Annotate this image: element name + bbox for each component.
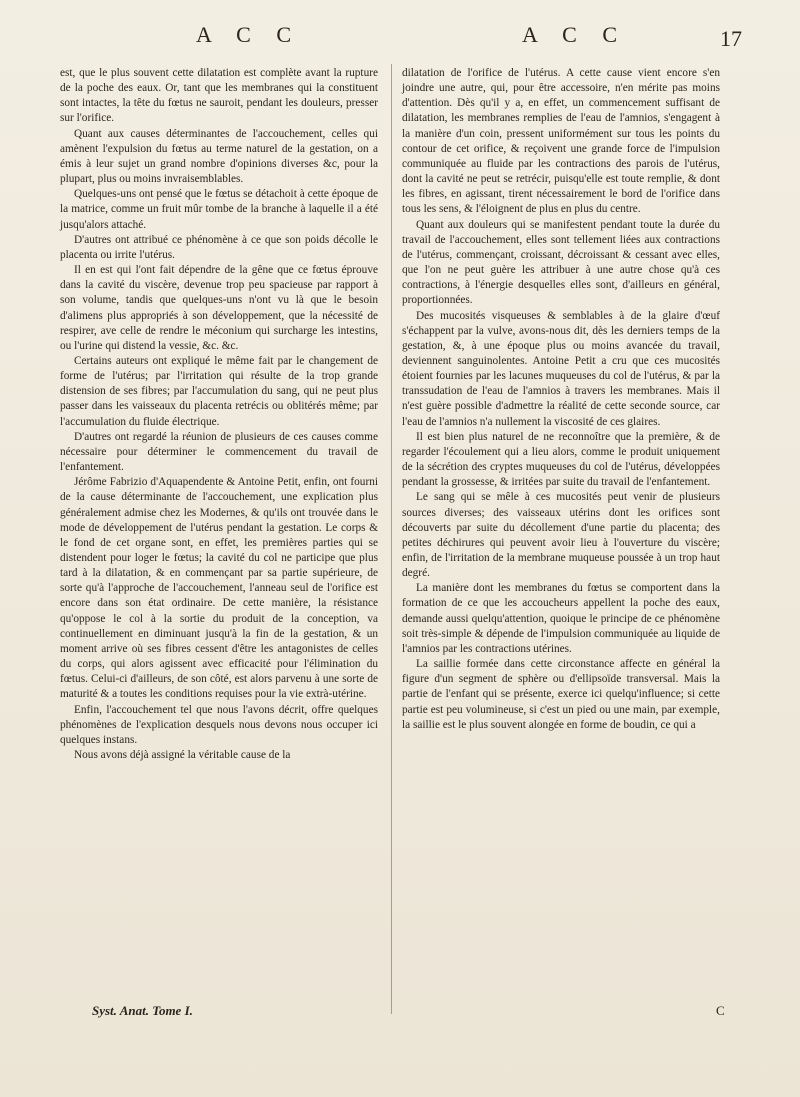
left-column: [60, 66, 378, 763]
paragraph: D'autres ont regardé la réunion de plusieurs de ces causes comme nécessaire pour déterminer le commencement du travail de l'enfantement.: [60, 430, 378, 474]
paragraph: D'autres ont attribué ce phénomène à ce que son poids décolle le placenta ou irrite l'utérus.: [60, 233, 378, 261]
header-right: A C C: [522, 22, 628, 47]
page-footer: [0, 1003, 800, 1027]
paragraph: Quelques-uns ont pensé que le fœtus se détachoit à cette époque de la matrice, comme un fruit mûr tombe de la branche à laquelle il a été jusqu'alors attaché.: [60, 188, 378, 231]
paragraph: dilatation de l'orifice de l'utérus. A cette cause vient encore s'en joindre une autre, qui, pour être accessoire, n'en mérite pas moins d'attention. Dès qu'il y a, en effet, un commencement suffisant de dilatation, les membranes remplies de l'eau de l'amnios, s'engagent à la manière d'un coin, pressent uniformément sur tous les points du contour de cet orifice, & reçoivent une grande force de l'impulsion communiquée au fluide par les contractions des parois de l'utérus, dont la cavité ne peut se retrécir, puisqu'elle est toute remplie, & dont les fibres, en agissant, tirent nécessairement le bord de l'orifice dans tous les sens, & l'éloignent de plus en plus du centre.: [402, 67, 720, 216]
paragraph: Enfin, l'accouchement tel que nous l'avons décrit, offre quelques phénomènes de l'explication desquels nous devons nous occuper ici quelques instans.: [60, 703, 378, 746]
paragraph: est, que le plus souvent cette dilatation est complète avant la rupture de la poche des eaux. Or, tant que les membranes qui la constituent sont intactes, la tête du fœtus ne sauroit, pendant les douleurs, presser sur l'orifice.: [60, 67, 378, 125]
paragraph: Des mucosités visqueuses & semblables à de la glaire d'œuf s'échappent par la vulve, avons-nous dit, dès les derniers temps de la gestation, &, à une époque plus ou moins avancée du travail, deviennent sanguinolentes. Antoine Petit a cru que ces mucosités étoient fournies par les lacunes muqueuses du col de l'utérus, & par la transsudation de l'eau de l'amnios à travers les membranes. Mais il n'est guère possible d'admettre la réalité de cette seconde source, car l'eau de l'amnios n'a nullement la viscosité de ces glaires.: [402, 309, 720, 428]
signature-mark: Syst. Anat. Tome I.: [92, 1003, 193, 1018]
page-number: 17: [720, 26, 742, 51]
paragraph: Quant aux douleurs qui se manifestent pendant toute la durée du travail de l'accouchement, elles sont tellement liées aux contractions de l'utérus, commençant, croissant, décroissant & cessant avec elles, que l'on ne peut guère les attribuer à une autre chose qu'à ces contractions, à l'énergie desquelles elles sont, d'ailleurs en général, proportionnées.: [402, 218, 720, 307]
right-column: [402, 66, 720, 733]
column-divider: [391, 64, 392, 1014]
header-left: A C C: [196, 22, 302, 47]
running-header: [0, 22, 800, 62]
gathering-letter: C: [716, 1003, 725, 1018]
paragraph: Il est bien plus naturel de ne reconnoître que la première, & de regarder l'écoulement qui a lieu alors, comme le produit uniquement de la sécrétion des cryptes muqueuses du col de l'utérus, développées pendant la grossesse, & irritées par suite du travail de l'enfantement.: [402, 430, 720, 489]
paragraph: Il en est qui l'ont fait dépendre de la gêne que ce fœtus éprouve dans la cavité du viscère, devenue trop peu spacieuse par rapport à son volume, tandis que quelques-uns n'ont vu là que le besoin d'alimens plus appropriés à son développement, que la nécessité de respirer, ave celle de rendre le méconium qui surcharge les intestins, ou l'urine qui distend la vessie, &c. &c.: [60, 264, 378, 352]
paragraph: Jérôme Fabrizio d'Aquapendente & Antoine Petit, enfin, ont fourni de la cause déterminante de l'accouchement, une explication plus généralement admise chez les Modernes, & qu'ils ont trouvée dans le mode de développement de l'utérus pendant la gestation. Le corps & le fond de cet organe sont, en effet, les premières parties qui se distendent pour loger le fœtus; la cavité du col ne participe que plus tard à la dilatation, & en commençant par sa partie supérieure, de sorte qu'à l'approche de l'accouchement, l'anneau seul de l'orifice est encore dans son état ordinaire. De cette manière, la résistance qu'oppose le col à la sortie du produit de la conception, va continuellement en diminuant jusqu'à la fin de la gestation, & un moment arrive où ses fibres cessent d'être les antagonistes de celles du corps, qui alors agissent avec efficacité pour l'élimination du fœtus. Celui-ci d'ailleurs, de son côté, est alors parvenu à une sorte de maturité & a toutes les conditions requises pour la vie extrà-utérine.: [60, 476, 378, 701]
paragraph: Nous avons déjà assigné la véritable cause de la: [74, 749, 291, 762]
paragraph: Le sang qui se mêle à ces mucosités peut venir de plusieurs sources diverses; des vaisseaux utérins dont les orifices sont découverts par suite du décollement d'une partie du placenta; des petites déchirures qui peuvent avoir lieu à l'ouverture du viscère; enfin, de l'irritation de la membrane muqueuse poussée à un trop haut degré.: [402, 491, 720, 580]
paragraph: La saillie formée dans cette circonstance affecte en général la figure d'un segment de sphère ou d'ellipsoïde transversal. Mais la partie de l'enfant qui se présente, exerce ici quelqu'influence; si cette partie est peu volumineuse, si c'est un pied ou une main, par exemple, la saillie est le plus souvent alongée en forme de boudin, ce qui a: [402, 658, 720, 731]
paragraph: Certains auteurs ont expliqué le même fait par le changement de forme de l'utérus; par l'irritation qui résulte de la trop grande distension de ses fibres; par l'accumulation du sang, qui ne peut plus passer dans les vaisseaux du placenta retrécis ou oblitérés même; par l'accumulation du fluide électrique.: [60, 354, 378, 428]
paragraph: La manière dont les membranes du fœtus se comportent dans la formation de ce que les accoucheurs appellent la poche des eaux, demande aussi quelqu'attention, quoique le principe de ce phénomène soit très-simple & dépende de l'impulsion communiquée au liquide de l'amnios par les contractions utérines.: [402, 582, 720, 655]
paragraph: Quant aux causes déterminantes de l'accouchement, celles qui amènent l'expulsion du fœtus au terme naturel de la gestation, on a émis à leur sujet un grand nombre d'opinions diverses &c, pour la plupart, plus ou moins invraisemblables.: [60, 127, 378, 186]
